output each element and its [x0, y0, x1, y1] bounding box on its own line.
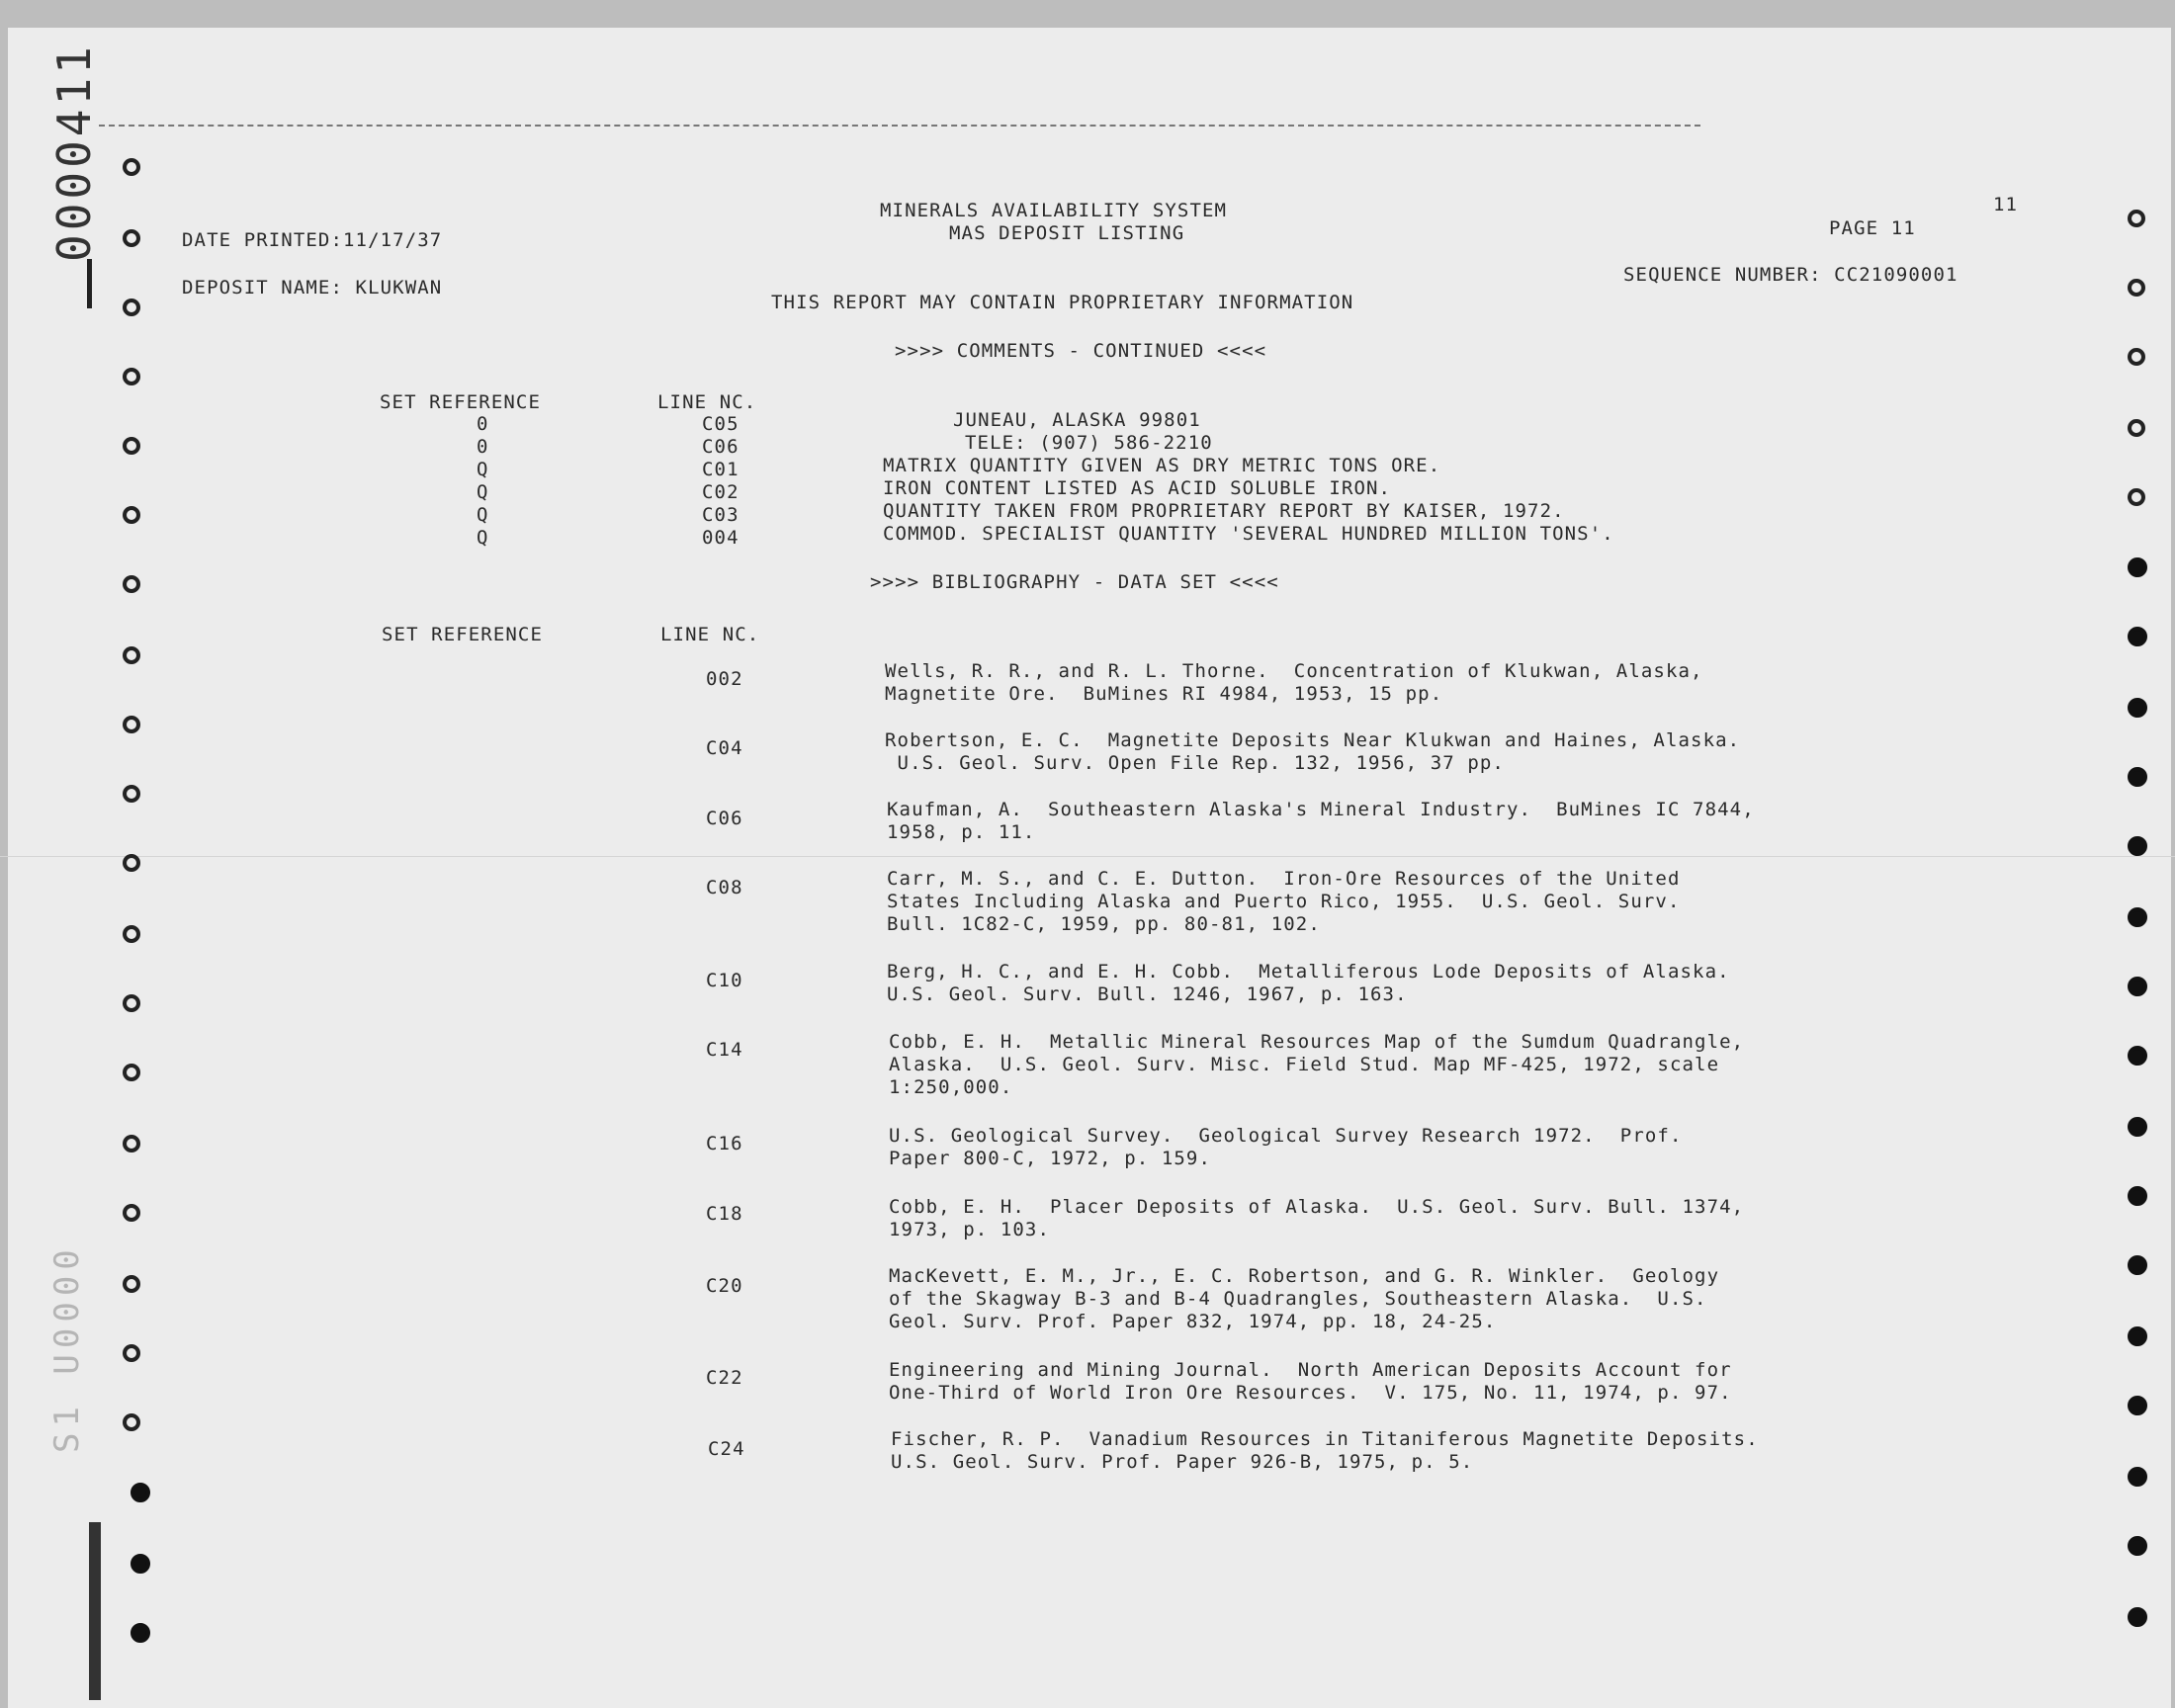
binding-shadow	[89, 1522, 101, 1700]
feed-hole-icon	[2128, 419, 2145, 437]
feed-hole-icon	[123, 229, 140, 247]
deposit-name: DEPOSIT NAME: KLUKWAN	[182, 277, 443, 299]
col-line-no: LINE NC.	[660, 624, 760, 645]
page-fold-line	[0, 856, 2175, 857]
date-printed: DATE PRINTED:11/17/37	[182, 229, 443, 251]
feed-hole-icon	[123, 1064, 140, 1081]
bib-line-no: C24	[708, 1438, 745, 1460]
system-title: MINERALS AVAILABILITY SYSTEM	[880, 200, 1228, 221]
feed-hole-icon	[123, 506, 140, 524]
bib-line-no: C20	[706, 1275, 743, 1297]
sequence-number: SEQUENCE NUMBER: CC21090001	[1623, 264, 1958, 286]
feed-hole-icon	[2128, 1255, 2147, 1275]
feed-hole-icon	[2128, 698, 2147, 718]
feed-hole-icon	[123, 1413, 140, 1431]
bib-text: Berg, H. C., and E. H. Cobb. Metalliferous Lode Deposits of Alaska.	[887, 961, 1730, 982]
bib-text: Fischer, R. P. Vanadium Resources in Titaniferous Magnetite Deposits.	[891, 1428, 1759, 1450]
feed-hole-icon	[2128, 1326, 2147, 1346]
feed-hole-icon	[2128, 1186, 2147, 1206]
bib-text: Bull. 1C82-C, 1959, pp. 80-81, 102.	[887, 913, 1321, 935]
feed-hole-icon	[2128, 1396, 2147, 1415]
comment-line: C05	[702, 413, 740, 435]
bib-text: Robertson, E. C. Magnetite Deposits Near Klukwan and Haines, Alaska.	[885, 729, 1741, 751]
feed-hole-icon	[2128, 1117, 2147, 1137]
feed-hole-icon	[2128, 1536, 2147, 1556]
feed-hole-icon	[2128, 836, 2147, 856]
col-set-reference: SET REFERENCE	[380, 391, 542, 413]
comment-set: Q	[477, 504, 489, 526]
proprietary-notice: THIS REPORT MAY CONTAIN PROPRIETARY INFORMATION	[771, 292, 1354, 313]
comment-line: C06	[702, 436, 740, 458]
page-number-handwritten: 11	[1993, 194, 2019, 215]
bib-text: U.S. Geological Survey. Geological Survey Research 1972. Prof.	[889, 1125, 1683, 1147]
feed-hole-icon	[130, 1554, 150, 1574]
bib-text: U.S. Geol. Surv. Open File Rep. 132, 1956, 37 pp.	[885, 752, 1505, 774]
feed-hole-icon	[2128, 210, 2145, 227]
feed-hole-icon	[123, 437, 140, 455]
bib-text: Cobb, E. H. Metallic Mineral Resources Map of the Sumdum Quadrangle,	[889, 1031, 1745, 1053]
feed-hole-icon	[2128, 767, 2147, 787]
bib-text: Engineering and Mining Journal. North American Deposits Account for	[889, 1359, 1732, 1381]
bib-text: Wells, R. R., and R. L. Thorne. Concentration of Klukwan, Alaska,	[885, 660, 1703, 682]
comment-line: C01	[702, 459, 740, 480]
bib-line-no: C16	[706, 1133, 743, 1154]
feed-hole-icon	[130, 1623, 150, 1643]
bib-text: MacKevett, E. M., Jr., E. C. Robertson, and G. R. Winkler. Geology	[889, 1265, 1720, 1287]
feed-hole-icon	[123, 785, 140, 803]
feed-hole-icon	[130, 1483, 150, 1502]
col-line-no: LINE NC.	[657, 391, 757, 413]
bibliography-title: >>>> BIBLIOGRAPHY - DATA SET <<<<	[870, 571, 1279, 593]
feed-hole-icon	[2128, 488, 2145, 506]
bib-text: of the Skagway B-3 and B-4 Quadrangles, Southeastern Alaska. U.S.	[889, 1288, 1707, 1310]
bib-text: Geol. Surv. Prof. Paper 832, 1974, pp. 18, 24-25.	[889, 1311, 1497, 1332]
bib-line-no: C04	[706, 737, 743, 759]
bib-line-no: C18	[706, 1203, 743, 1225]
bib-text: U.S. Geol. Surv. Prof. Paper 926-B, 1975, p. 5.	[891, 1451, 1474, 1473]
comment-set: 0	[477, 413, 489, 435]
feed-hole-icon	[2128, 348, 2145, 366]
comment-set: Q	[477, 459, 489, 480]
feed-hole-icon	[123, 925, 140, 943]
feed-hole-icon	[123, 646, 140, 664]
comment-text: QUANTITY TAKEN FROM PROPRIETARY REPORT BY KAISER, 1972.	[883, 500, 1565, 522]
bib-text: 1958, p. 11.	[887, 821, 1036, 843]
bib-text: States Including Alaska and Puerto Rico, 1955. U.S. Geol. Surv.	[887, 891, 1681, 912]
bib-text: 1973, p. 103.	[889, 1219, 1051, 1240]
bib-text: Alaska. U.S. Geol. Surv. Misc. Field Stud. Map MF-425, 1972, scale	[889, 1054, 1720, 1075]
feed-hole-icon	[123, 1135, 140, 1153]
comment-text: MATRIX QUANTITY GIVEN AS DRY METRIC TONS ORE.	[883, 455, 1441, 476]
comment-set: Q	[477, 527, 489, 549]
listing-title: MAS DEPOSIT LISTING	[949, 222, 1185, 244]
feed-hole-icon	[123, 1344, 140, 1362]
bib-text: Paper 800-C, 1972, p. 159.	[889, 1148, 1212, 1169]
comment-set: 0	[477, 436, 489, 458]
feed-hole-icon	[123, 575, 140, 593]
feed-hole-icon	[2128, 1607, 2147, 1627]
feed-hole-icon	[123, 368, 140, 385]
feed-hole-icon	[2128, 627, 2147, 646]
feed-hole-icon	[2128, 557, 2147, 577]
comment-line: C03	[702, 504, 740, 526]
bib-text: 1:250,000.	[889, 1076, 1013, 1098]
feed-hole-icon	[2128, 1046, 2147, 1066]
comment-line: 004	[702, 527, 740, 549]
feed-hole-icon	[123, 299, 140, 316]
page-number: PAGE 11	[1829, 217, 1916, 239]
bib-text: Carr, M. S., and C. E. Dutton. Iron-Ore Resources of the United	[887, 868, 1681, 890]
feed-hole-icon	[123, 854, 140, 872]
feed-hole-icon	[123, 1275, 140, 1293]
comment-text: COMMOD. SPECIALIST QUANTITY 'SEVERAL HUNDRED MILLION TONS'.	[883, 523, 1614, 545]
bib-line-no: 002	[706, 668, 743, 690]
bib-line-no: C14	[706, 1039, 743, 1061]
feed-hole-icon	[2128, 977, 2147, 996]
comment-set: Q	[477, 481, 489, 503]
comment-text: JUNEAU, ALASKA 99801	[953, 409, 1201, 431]
stamp-bar	[87, 259, 92, 308]
bib-text: One-Third of World Iron Ore Resources. V. 175, No. 11, 1974, p. 97.	[889, 1382, 1732, 1404]
bib-line-no: C10	[706, 970, 743, 991]
comment-text: TELE: (907) 586-2210	[965, 432, 1213, 454]
comment-line: C02	[702, 481, 740, 503]
side-stamp-number: 0000411	[47, 43, 101, 262]
feed-hole-icon	[123, 994, 140, 1012]
bib-text: U.S. Geol. Surv. Bull. 1246, 1967, p. 163.	[887, 983, 1408, 1005]
bib-line-no: C06	[706, 808, 743, 829]
feed-hole-icon	[123, 1204, 140, 1222]
perforation-line	[99, 125, 1700, 127]
bib-line-no: C08	[706, 877, 743, 898]
bib-line-no: C22	[706, 1367, 743, 1389]
side-stamp-faint: S1 U0000	[47, 1243, 87, 1453]
bib-text: Kaufman, A. Southeastern Alaska's Mineral Industry. BuMines IC 7844,	[887, 799, 1755, 820]
feed-hole-icon	[2128, 907, 2147, 927]
comments-title: >>>> COMMENTS - CONTINUED <<<<	[895, 340, 1267, 362]
feed-hole-icon	[123, 158, 140, 176]
feed-hole-icon	[2128, 279, 2145, 297]
bib-text: Magnetite Ore. BuMines RI 4984, 1953, 15 pp.	[885, 683, 1443, 705]
col-set-reference: SET REFERENCE	[382, 624, 544, 645]
feed-hole-icon	[2128, 1467, 2147, 1487]
comment-text: IRON CONTENT LISTED AS ACID SOLUBLE IRON.	[883, 477, 1392, 499]
bib-text: Cobb, E. H. Placer Deposits of Alaska. U.S. Geol. Surv. Bull. 1374,	[889, 1196, 1745, 1218]
feed-hole-icon	[123, 716, 140, 733]
